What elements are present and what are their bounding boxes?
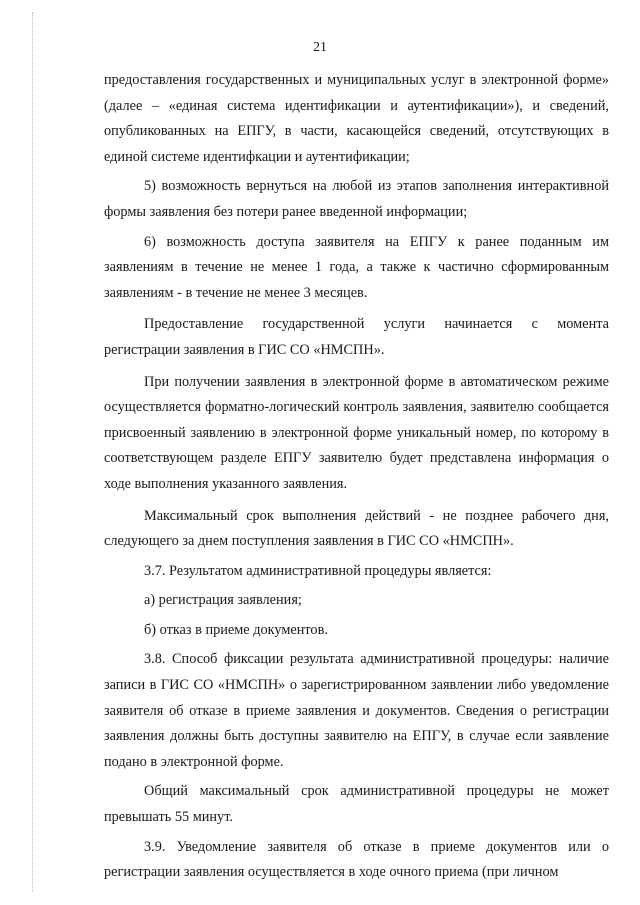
scan-edge-line (32, 12, 33, 892)
paragraph-3-9: 3.9. Уведомление заявителя об отказе в приеме документов или о регистрации заявления осуществляется в ходе очного приема (при личном (104, 838, 609, 881)
page-number: 21 (313, 40, 327, 55)
paragraph-continuation: предоставления государственных и муниципальных услуг в электронной форме» (далее – «единая система идентификации и аутентификации»), и сведений, опубликованных на ЕПГУ, в части, касающейся сведений, отсутствующих в единой системе идентифкации и аутентификации; (104, 72, 609, 165)
list-item-b: б) отказ в приеме документов. (144, 621, 328, 638)
list-item-a: а) регистрация заявления; (144, 592, 302, 609)
paragraph-electronic-control: При получении заявления в электронной форме в автоматическом режиме осуществляется форматно-логический контроль заявления, заявителю сообщается присвоенный заявлению в электронной форме уникальный номер, по которому в соответствующем разделе ЕПГУ заявителю будет представлена информация о ходе выполнения указанного заявления. (104, 373, 609, 492)
paragraph-max-term: Максимальный срок выполнения действий - не позднее рабочего дня, следующего за днем поступления заявления в ГИС СО «НМСПН». (104, 507, 609, 550)
paragraph-total-term: Общий максимальный срок административной процедуры не может превышать 55 минут. (104, 783, 609, 826)
paragraph-item-6: 6) возможность доступа заявителя на ЕПГУ к ранее поданным им заявлениям в течение не менее 1 года, а также к частично сформированным заявлениям - в течение не менее 3 месяцев. (104, 233, 609, 301)
paragraph-service-start: Предоставление государственной услуги начинается с момента регистрации заявления в ГИС СО «НМСПН». (104, 316, 609, 358)
paragraph-3-8: 3.8. Способ фиксации результата административной процедуры: наличие записи в ГИС СО «НМСПН» о зарегистрированном заявлении либо уведомление заявителя об отказе в приеме заявления и документов. Сведения о регистрации заявления должны быть доступны заявителю на ЕПГУ, в случае если заявление подано в электронной форме. (104, 651, 609, 770)
paragraph-3-7: 3.7. Результатом административной процедуры является: (144, 562, 492, 579)
body-text (104, 68, 609, 886)
paragraph-item-5: 5) возможность вернуться на любой из этапов заполнения интерактивной формы заявления без потери ранее введенной информации; (104, 178, 609, 220)
